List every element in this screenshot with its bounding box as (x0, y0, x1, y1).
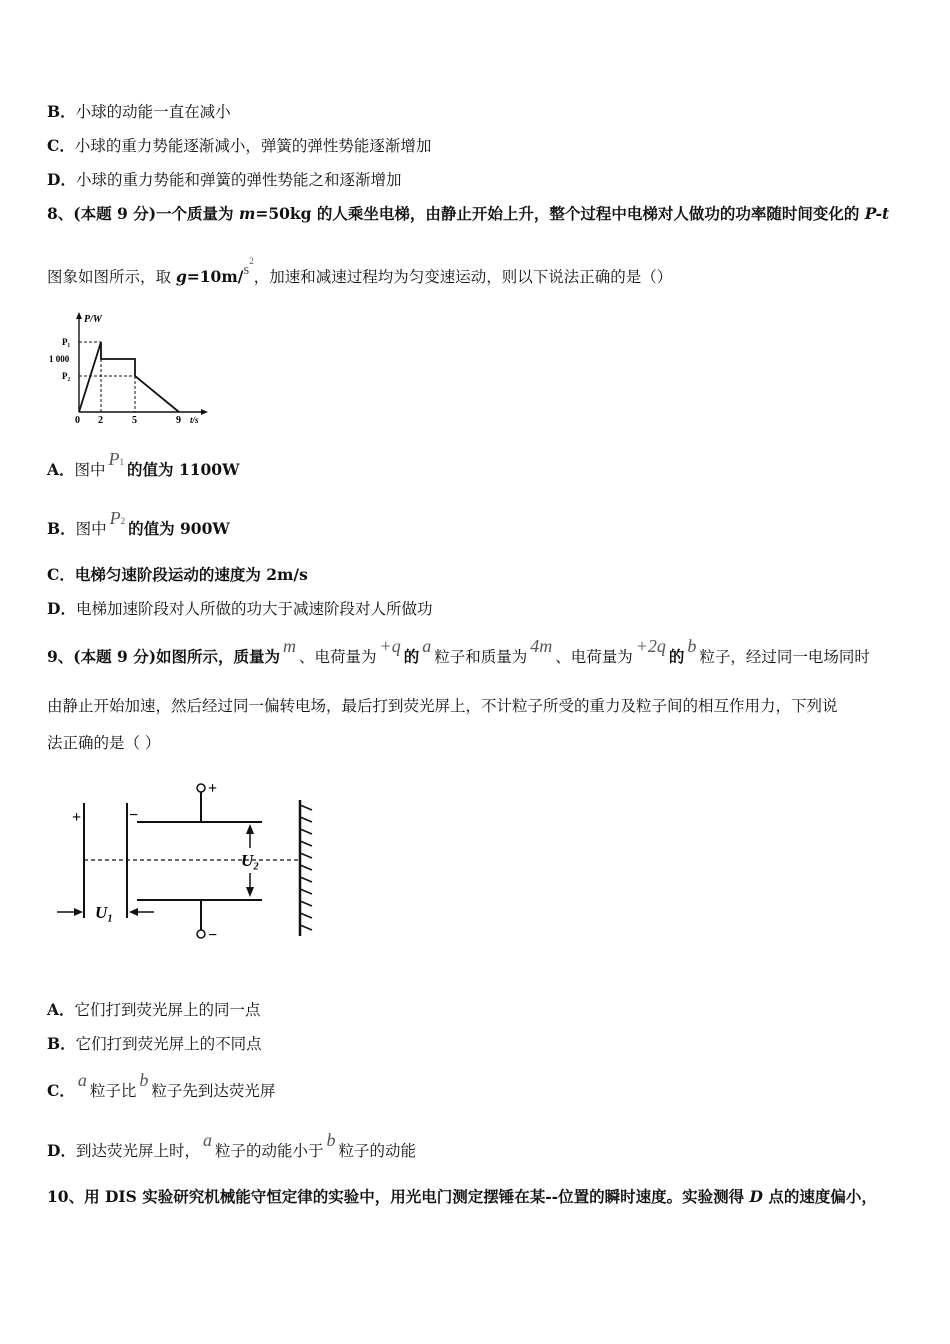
text: =50kg 的人乘坐电梯，由静止开始上升，整个过程中电梯对人做功的功率随时间变化的 (255, 204, 865, 223)
x-tick: 0 (75, 415, 80, 426)
var-b: b (326, 1130, 336, 1150)
q8-option-a (47, 449, 240, 482)
var-q: +q (379, 636, 401, 656)
var-4m: 4m (530, 636, 553, 656)
x-tick: 9 (176, 415, 181, 426)
x-axis-label: t/s (190, 415, 199, 425)
q9-option-a (47, 1000, 261, 1020)
var-m: m (238, 204, 256, 223)
q7-option-d (47, 170, 401, 190)
var-pt: P-t (864, 204, 890, 223)
q8-option-c (47, 565, 308, 585)
q9-option-b (47, 1034, 262, 1054)
unit-s: s (243, 262, 250, 278)
power-time-graph (40, 300, 220, 430)
x-tick: 2 (98, 415, 103, 426)
q9-stem-line2: 由静止开始加速，然后经过同一偏转电场，最后打到荧光屏上，不计粒子所受的重力及粒子间的相互作用力，下列说 (47, 697, 838, 715)
text: 粒子的动能小于 (214, 1142, 324, 1160)
text: 的值为 900W (128, 519, 230, 538)
var-p2 (110, 508, 126, 528)
text: 图中 (74, 461, 106, 479)
exponent: 2 (249, 256, 254, 266)
var-b: b (687, 636, 697, 656)
y-tick: 1 000 (49, 354, 70, 364)
text: 的值为 1100W (127, 460, 240, 479)
var: P (109, 508, 121, 528)
option-text: 它们打到荧光屏上的同一点 (74, 1001, 261, 1019)
text: ，加速和减速过程均为匀变速运动，则以下说法正确的是（） (253, 268, 673, 286)
text: 粒子比 (89, 1082, 137, 1100)
subscript: 2 (120, 516, 126, 526)
text: 点的速度偏小， (762, 1187, 877, 1206)
plus-terminal: + (208, 780, 218, 797)
minus-sign: − (129, 807, 139, 824)
text: =10m/ (186, 267, 244, 286)
subscript: 1 (119, 457, 125, 467)
var-d: D (749, 1187, 763, 1206)
var-g: g (175, 267, 187, 286)
text: 的 (668, 647, 685, 666)
q8-stem-line2 (47, 256, 673, 289)
q9-stem-line1 (47, 636, 870, 667)
option-label: D． (47, 170, 76, 189)
text: 粒子和质量为 (434, 648, 528, 666)
text: 到达荧光屏上时， (75, 1142, 200, 1160)
particle-deflection-diagram (40, 760, 330, 970)
text: 粒子先到达荧光屏 (151, 1082, 276, 1100)
var-2q: +2q (635, 636, 666, 656)
text: 9、(本题 9 分)如图所示，质量为 (47, 647, 281, 666)
text: 图中 (75, 520, 107, 538)
option-label: B． (47, 102, 76, 121)
option-text: 电梯匀速阶段运动的速度为 2m/s (74, 565, 308, 584)
text: 图象如图所示，取 (47, 268, 176, 286)
text: 、电荷量为 (555, 648, 633, 666)
text: 粒子的动能 (338, 1142, 416, 1160)
var-a: a (202, 1130, 212, 1150)
q8-option-b (47, 508, 230, 541)
text: 粒子，经过同一电场同时 (699, 648, 870, 666)
var-p1 (109, 449, 125, 469)
option-text: 小球的重力势能逐渐减小，弹簧的弹性势能逐渐增加 (74, 137, 432, 155)
var-a: a (77, 1070, 87, 1090)
text: 10、用 DIS 实验研究机械能守恒定律的实验中，用光电门测定摆锤在某--位置的瞬时速度。实验测得 (47, 1187, 750, 1206)
option-label: B． (47, 519, 76, 538)
var: P (108, 449, 120, 469)
var-a: a (422, 636, 432, 656)
option-label: D． (47, 1141, 76, 1160)
option-text: 小球的动能一直在减小 (75, 103, 231, 121)
y-tick: P₁ (62, 337, 71, 347)
u2-label: U₂ (241, 851, 260, 870)
text: 的 (403, 647, 420, 666)
option-text: 电梯加速阶段对人所做的功大于减速阶段对人所做功 (75, 600, 433, 618)
u1-label: U₁ (95, 903, 114, 922)
plus-sign: + (72, 809, 82, 826)
option-label: C． (47, 1081, 75, 1100)
option-text: 它们打到荧光屏上的不同点 (75, 1035, 262, 1053)
q9-stem-line3: 法正确的是（ ） (47, 734, 161, 752)
option-label: C． (47, 565, 75, 584)
y-axis-label: P/W (84, 314, 102, 325)
q7-option-c (47, 136, 431, 156)
option-label: C． (47, 136, 75, 155)
q8-stem-line1 (47, 204, 889, 224)
q7-option-b (47, 102, 231, 122)
q9-option-c (47, 1070, 276, 1101)
var-b: b (139, 1070, 149, 1090)
var-m: m (283, 636, 297, 656)
text: 、电荷量为 (299, 648, 377, 666)
option-label: A． (47, 1000, 75, 1019)
minus-terminal: − (208, 927, 218, 944)
option-label: D． (47, 599, 76, 618)
option-label: A． (47, 460, 75, 479)
x-tick: 5 (132, 415, 137, 426)
q10-stem (47, 1187, 877, 1207)
q9-option-d (47, 1130, 416, 1161)
option-label: B． (47, 1034, 76, 1053)
option-text: 小球的重力势能和弹簧的弹性势能之和逐渐增加 (75, 171, 402, 189)
y-tick: P₂ (62, 371, 71, 381)
text: 8、(本题 9 分)一个质量为 (47, 204, 239, 223)
q8-option-d (47, 599, 432, 619)
